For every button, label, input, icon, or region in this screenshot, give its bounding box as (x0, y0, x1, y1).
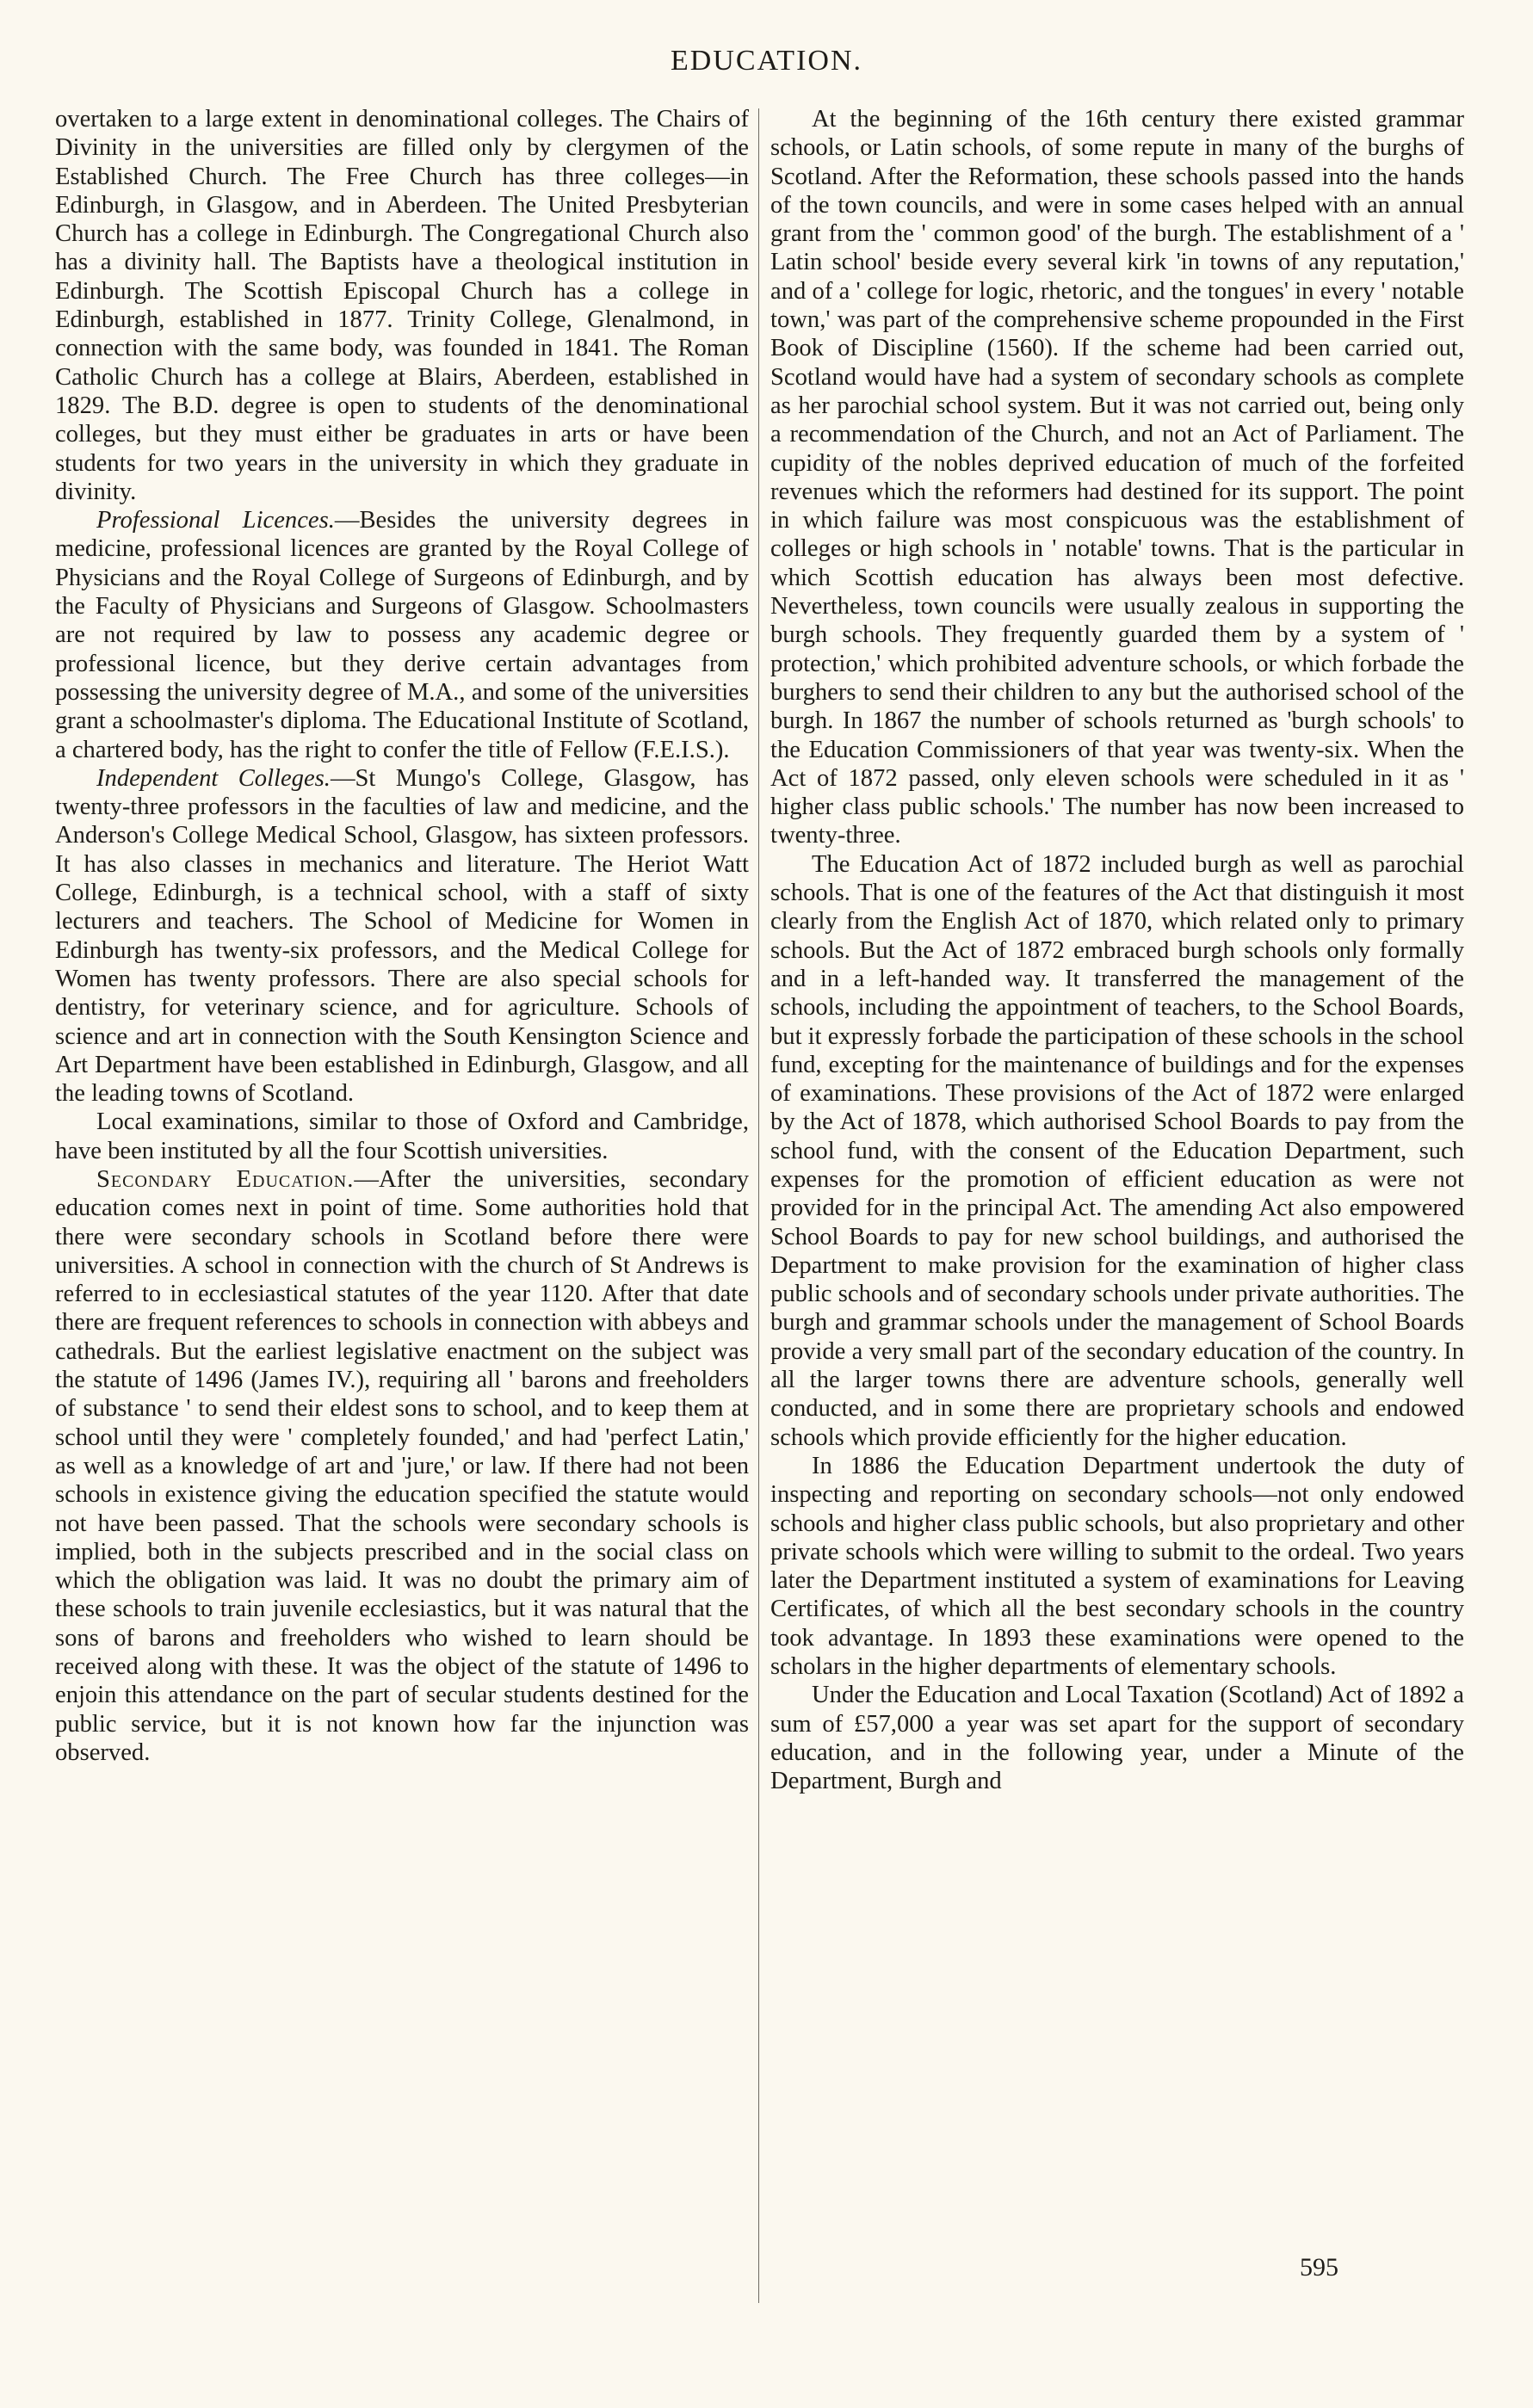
paragraph-inspection-1886: In 1886 the Education Department undertook the duty of inspecting and reporting on secondary schools—not only endowed schools and higher class public schools, but also proprietary and other private schools which were willing to submit to the ordeal. Two years later the Department instituted a system of examinations for Leaving Certificates, of which all the best secondary schools in the country took advantage. In 1893 these examinations were opened to the scholars in the higher departments of elementary schools. (770, 1452, 1464, 1681)
side-heading-independent-colleges: Independent Colleges. (96, 764, 331, 792)
paragraph-grammar-schools: At the beginning of the 16th century there existed grammar schools, or Latin schools, of some repute in many of the burghs of Scotland. After the Reformation, these schools passed into the hands of the town councils, and were in some cases helped with an annual grant from the ' common good' of the burgh. The establishment of a ' Latin school' beside every several kirk 'in towns of any reputation,' and of a ' college for logic, rhetoric, and the tongues' in every ' notable town,' was part of the comprehensive scheme propounded in the First Book of Discipline (1560). If the scheme had been carried out, Scotland would have had a system of secondary schools as complete as her parochial school system. But it was not carried out, being only a recommendation of the Church, and not an Act of Parliament. The cupidity of the nobles deprived education of much of the forfeited revenues which the reformers had destined for its support. The point in which failure was most conspicuous was the establishment of colleges or high schools in ' notable' towns. That is the particular in which Scottish education has always been most defective. Nevertheless, town councils were usually zealous in supporting the burgh schools. They frequently guarded them by a system of ' protection,' which prohibited adventure schools, or which forbade the burghers to send their children to any but the authorised school of the burgh. In 1867 the number of schools returned as 'burgh schools' to the Education Commissioners of that year was twenty-six. When the Act of 1872 passed, only eleven schools were scheduled in it as ' higher class public schools.' The number has now been increased to twenty-three. (770, 106, 1464, 849)
paragraph-body: —Besides the university degrees in medicine, professional licences are granted by the Royal College of Physicians and the Royal College of Surgeons of Edinburgh, and by the Faculty of Physicians and Surgeons of Glasgow. Schoolmasters are not required by law to possess any academic degree or professional licence, but they derive certain advantages from possessing the university degree of M.A., and some of the universities grant a schoolmaster's diploma. The Educational Institute of Scotland, a chartered body, has the right to confer the title of Fellow (F.E.I.S.). (55, 507, 749, 763)
paragraph-local-taxation-act: Under the Education and Local Taxation (Scotland) Act of 1892 a sum of £57,000 a year was set apart for the support of secondary education, and in the following year, under a Minute of the Department, Burgh and (770, 1682, 1464, 1795)
paragraph-denominational-colleges: overtaken to a large extent in denominational colleges. The Chairs of Divinity in the universities are filled only by clergymen of the Established Church. The Free Church has three colleges—in Edinburgh, in Glasgow, and in Aberdeen. The United Presbyterian Church has a college in Edinburgh. The Congregational Church also has a divinity hall. The Baptists have a theological institution in Edinburgh. The Scottish Episcopal Church has a college in Edinburgh, established in 1877. Trinity College, Glenalmond, in connection with the same body, was founded in 1841. The Roman Catholic Church has a college at Blairs, Aberdeen, established in 1829. The B.D. degree is open to students of the denominational colleges, but they must either be graduates in arts or have been students for two years in the university in which they graduate in divinity. (55, 106, 749, 505)
column-divider (758, 108, 759, 2303)
page-number: 595 (1300, 2253, 1338, 2281)
paragraph-independent-colleges (55, 764, 749, 1108)
paragraph-body: —St Mungo's College, Glasgow, has twenty-three professors in the faculties of law and medicine, and the Anderson's College Medical School, Glasgow, has sixteen professors. It has also classes in mechanics and literature. The Heriot Watt College, Edinburgh, is a technical school, with a staff of sixty lecturers and teachers. The School of Medicine for Women in Edinburgh has twenty-six professors, and the Medical College for Women has twenty professors. There are also special schools for dentistry, for veterinary science, and for agriculture. Schools of science and art in connection with the South Kensington Science and Art Department have been established in Edinburgh, Glasgow, and all the leading towns of Scotland. (55, 764, 749, 1108)
section-heading-secondary-education: Secondary Education. (96, 1165, 355, 1193)
paragraph-education-act-1872: The Education Act of 1872 included burgh as well as parochial schools. That is one of the features of the Act that distinguish it most clearly from the English Act of 1870, which related only to primary schools. But the Act of 1872 embraced burgh schools only formally and in a left-handed way. It transferred the management of the schools, including the appointment of teachers, to the School Boards, but it expressly forbade the participation of these schools in the school fund, excepting for the maintenance of buildings and for the expenses of examinations. These provisions of the Act of 1872 were enlarged by the Act of 1878, which authorised School Boards to pay from the school fund, with the consent of the Education Department, such expenses for the promotion of efficient education as were not provided for in the principal Act. The amending Act also empowered School Boards to pay for new school buildings, and authorised the Department to make provision for the examination of higher class public schools and of secondary schools under private authorities. The burgh and grammar schools under the management of School Boards provide a very small part of the secondary education of the country. In all the larger towns there are adventure schools, generally well conducted, and in some there are proprietary schools and endowed schools which provide efficiently for the higher education. (770, 850, 1464, 1451)
left-column (55, 105, 749, 1767)
paragraph-professional-licences (55, 506, 749, 764)
paragraph-body: —After the universities, secondary education comes next in point of time. Some authorities hold that there were secondary schools in Scotland before there were universities. A school in connection with the church of St Andrews is referred to in ecclesiastical statutes of the year 1120. After that date there are frequent references to schools in connection with abbeys and cathedrals. But the earliest legislative enactment on the subject was the statute of 1496 (James IV.), requiring all ' barons and freeholders of substance ' to send their eldest sons to school, and to keep them at school until they were ' completely founded,' and had 'perfect Latin,' as well as a knowledge of art and 'jure,' or law. If there had not been schools in existence giving the education specified the statute would not have been passed. That the schools were secondary schools is implied, both in the subjects prescribed and in the social class on which the obligation was laid. It was no doubt the primary aim of these schools to train juvenile ecclesiastics, but it was natural that the sons of barons and freeholders who wished to learn should be received along with these. It was the object of the statute of 1496 to enjoin this attendance on the part of secular students destined for the public service, but it is not known how far the injunction was observed. (55, 1165, 749, 1766)
paragraph-local-examinations: Local examinations, similar to those of Oxford and Cambridge, have been instituted by all the four Scottish universities. (55, 1108, 749, 1164)
right-column (770, 105, 1464, 1796)
side-heading-professional-licences: Professional Licences. (96, 507, 335, 534)
running-title: EDUCATION. (670, 45, 863, 77)
paragraph-secondary-education (55, 1165, 749, 1767)
